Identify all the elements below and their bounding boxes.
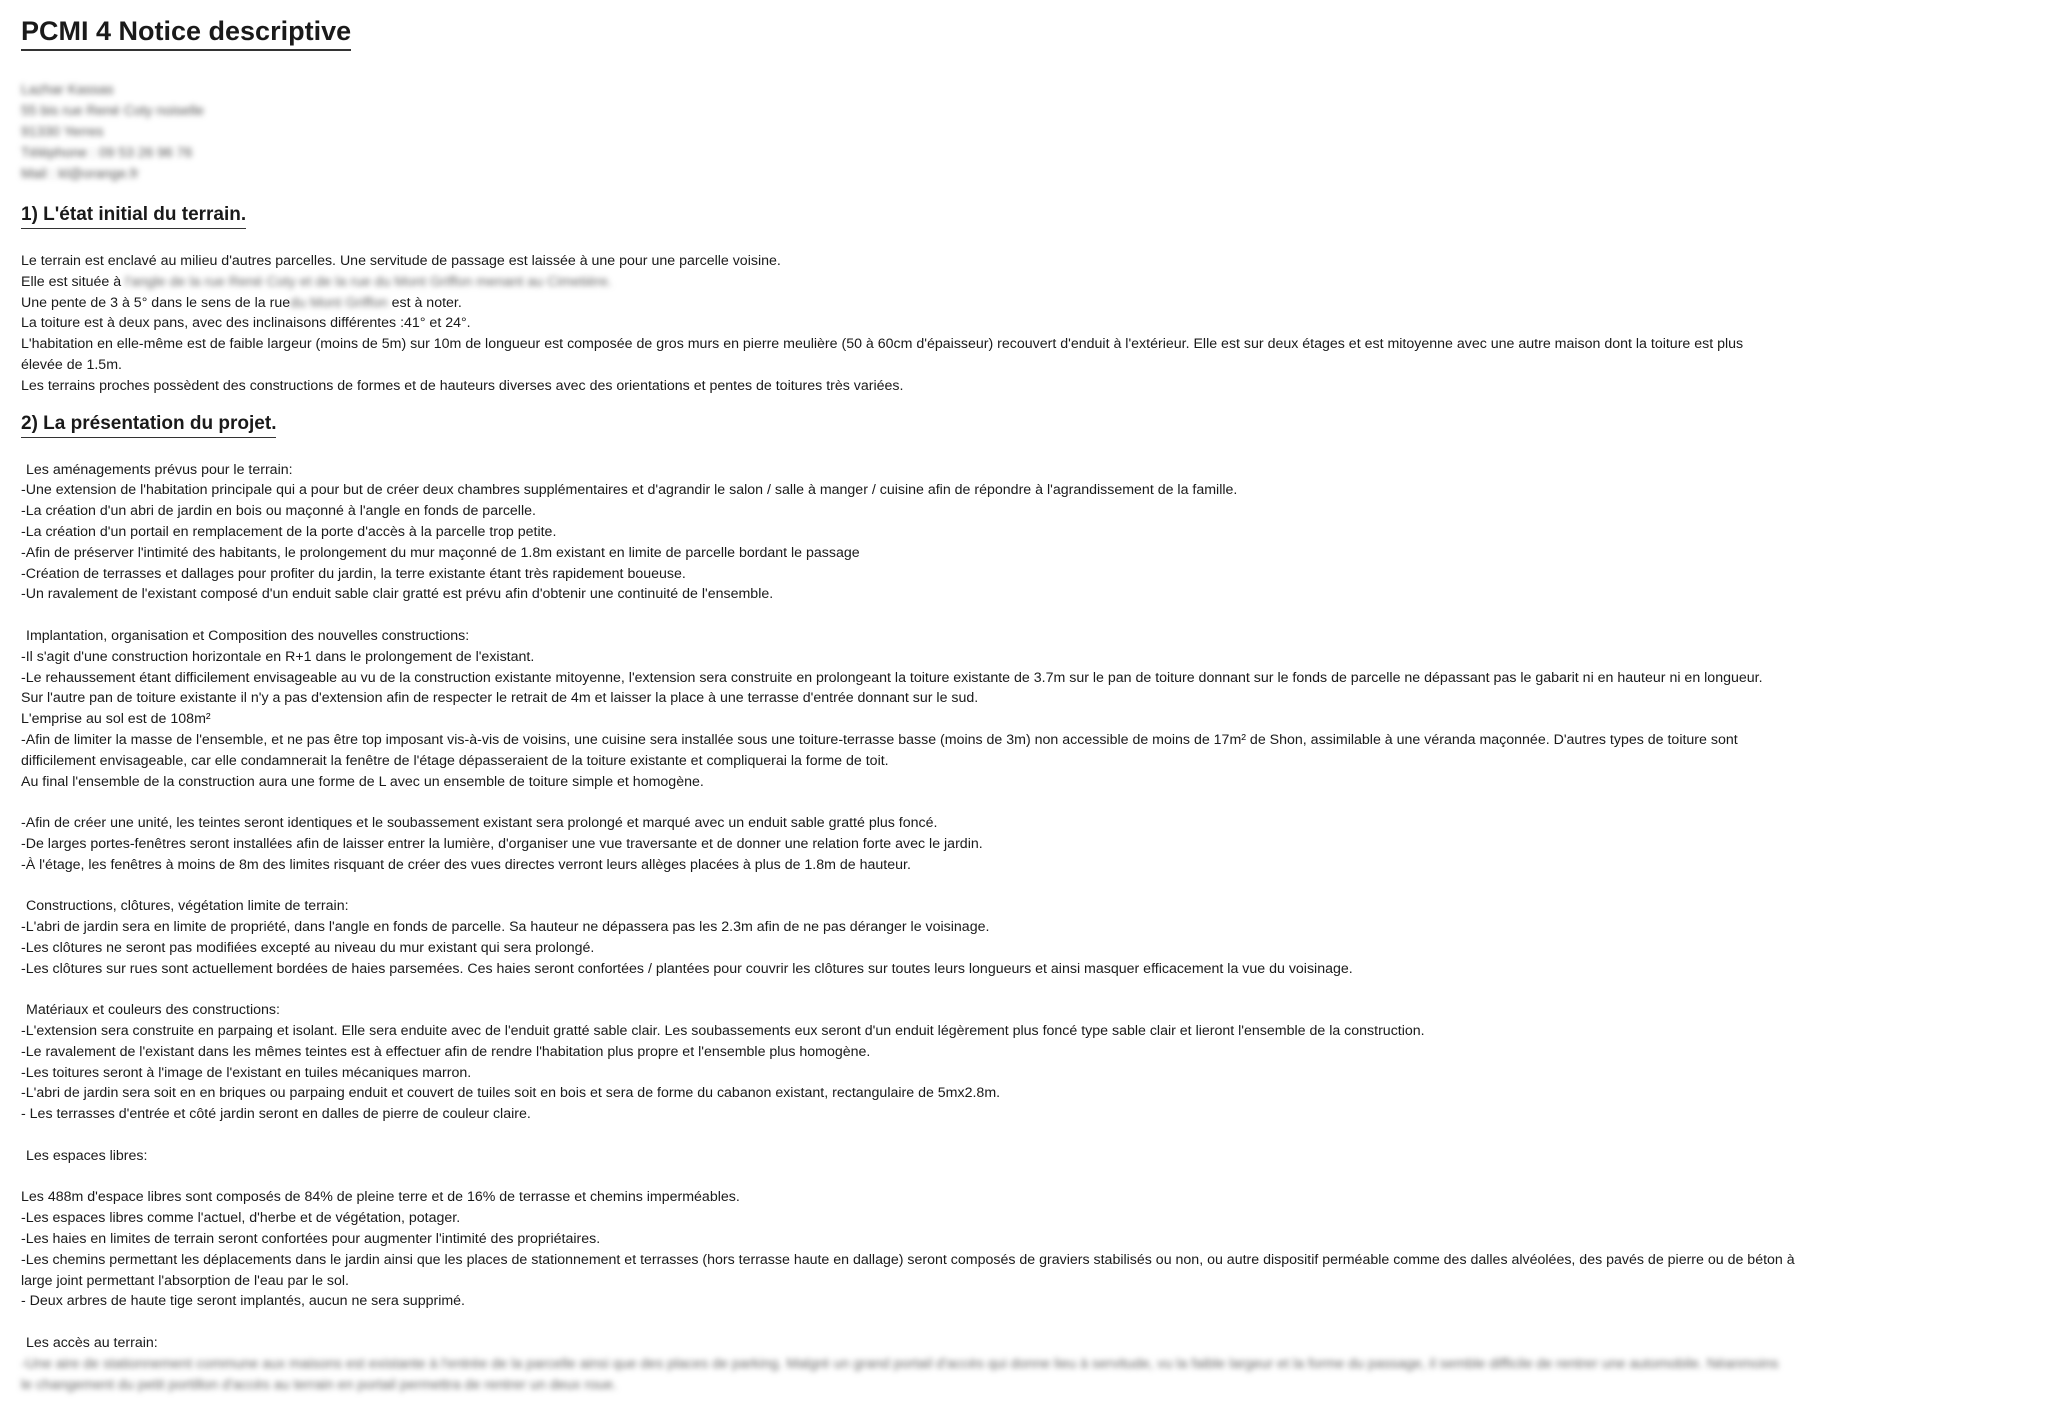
- text-line: -L'abri de jardin sera soit en en briques ou parpaing enduit et couvert de tuiles soit en bois et sera de forme du cabanon existant, rectangulaire de 5mx2.8m.: [21, 1085, 1001, 1102]
- redacted-location: l'angle de la rue René Coty et de la rue du Mont Griffon menant au Cimetière.: [125, 273, 612, 290]
- text-line: -Les espaces libres comme l'actuel, d'herbe et de végétation, potager.: [21, 1210, 461, 1227]
- address-block-redacted: [21, 79, 281, 184]
- text-line: -Création de terrasses et dallages pour profiter du jardin, la terre existante étant très rapidement boueuse.: [21, 565, 686, 582]
- address-city: 91330 Yerres: [21, 123, 104, 139]
- subheading-espaces: Les espaces libres:: [26, 1147, 148, 1164]
- text-line: -Les clôtures sur rues sont actuellement bordées de haies parsemées. Ces haies seront confortées / plantées pour couvrir les clôtures sur toutes leurs longueurs et ainsi masquer efficacement la vue du voisinage.: [21, 960, 1353, 977]
- text-span: Elle est située à: [21, 273, 126, 290]
- text-line: -À l'étage, les fenêtres à moins de 8m des limites risquant de créer des vues directes verront leurs allèges placées à plus de 1.8m de hauteur.: [21, 856, 911, 873]
- text-line: -Afin de créer une unité, les teintes seront identiques et le soubassement existant sera prolongé et marqué avec un enduit sable gratté plus foncé.: [21, 815, 938, 832]
- subheading-materiaux: Matériaux et couleurs des constructions:: [26, 1002, 280, 1019]
- section1-heading: 1) L'état initial du terrain.: [21, 203, 246, 229]
- text-line: - Les terrasses d'entrée et côté jardin seront en dalles de pierre de couleur claire.: [21, 1106, 531, 1123]
- text-line: Les 488m d'espace libres sont composés de 84% de pleine terre et de 16% de terrasse et chemins imperméables.: [21, 1189, 740, 1206]
- section1-body: [21, 251, 2021, 397]
- text-line: -L'abri de jardin sera en limite de propriété, dans l'angle en fonds de parcelle. Sa hauteur ne dépassera pas les 2.3m afin de ne pas déranger le voisinage.: [21, 919, 990, 936]
- text-line: [21, 293, 2021, 314]
- document-page: [21, 14, 2021, 1395]
- text-line: L'emprise au sol est de 108m²: [21, 711, 211, 728]
- text-span: est à noter.: [387, 294, 462, 311]
- address-email: Mail : kl@orange.fr: [21, 165, 139, 181]
- address-street: 55 bis rue René Coty noiselle: [21, 102, 204, 118]
- text-line: -Les clôtures ne seront pas modifiées excepté au niveau du mur existant qui sera prolongé.: [21, 939, 595, 956]
- text-line: -Un ravalement de l'existant composé d'un enduit sable clair gratté est prévu afin d'obtenir une continuité de l'ensemble.: [21, 586, 774, 603]
- text-line: -Afin de limiter la masse de l'ensemble, et ne pas être top imposant vis-à-vis de voisins, une cuisine sera installée sous une toiture-terrasse basse (moins de 3m) non accessible de moins de 17m² de Shon, assimilable à une véranda maçonnée. D'autres types de toiture sont: [21, 731, 1738, 748]
- subheading-implantation: Implantation, organisation et Composition des nouvelles constructions:: [26, 627, 470, 644]
- text-line: large joint permettant l'absorption de l'eau par le sol.: [21, 1272, 349, 1289]
- redacted-street: du Mont Griffon: [290, 294, 388, 311]
- address-phone: Téléphone : 09 53 26 96 76: [21, 144, 193, 160]
- text-line: difficilement envisageable, car elle condamnerait la fenêtre de l'étage dépasseraient de la toiture existante et compliquerai la forme de toit.: [21, 752, 889, 769]
- redacted-text-line: le changement du petit portillon d'accès au terrain en portail permettra de rentrer un deux roue.: [21, 1376, 617, 1393]
- text-line: -Les toitures seront à l'image de l'existant en tuiles mécaniques marron.: [21, 1064, 472, 1081]
- text-line: Sur l'autre pan de toiture existante il n'y a pas d'extension afin de respecter le retrait de 4m et laisser la place à une terrasse d'entrée donnant sur le sud.: [21, 690, 979, 707]
- text-line: [21, 272, 2021, 293]
- subheading-acces: Les accès au terrain:: [26, 1335, 158, 1352]
- document-title: PCMI 4 Notice descriptive: [21, 14, 351, 51]
- text-line: - Deux arbres de haute tige seront implantés, aucun ne sera supprimé.: [21, 1293, 465, 1310]
- address-name: Lazhar Kassas: [21, 81, 114, 97]
- text-line: Au final l'ensemble de la construction aura une forme de L avec un ensemble de toiture simple et homogène.: [21, 773, 704, 790]
- text-line: -Une extension de l'habitation principale qui a pour but de créer deux chambres supplémentaires et d'agrandir le salon / salle à manger / cuisine afin de répondre à l'agrandissement de la famille.: [21, 482, 1238, 499]
- redacted-text-line: -Une aire de stationnement commune aux maisons est existante à l'entrée de la parcelle ainsi que des places de parking. Malgré un grand portail d'accès qui donne lieu à servitude, vu la faible largeur et la forme du passage, il semble difficile de rentrer une automobile. Néanmoins: [21, 1355, 1779, 1372]
- text-line: -Le ravalement de l'existant dans les mêmes teintes est à effectuer afin de rendre l'habitation plus propre et l'ensemble plus homogène.: [21, 1043, 871, 1060]
- subheading-clotures: Constructions, clôtures, végétation limite de terrain:: [26, 898, 349, 915]
- text-line: L'habitation en elle-même est de faible largeur (moins de 5m) sur 10m de longueur est composée de gros murs en pierre meulière (50 à 60cm d'épaisseur) recouvert d'enduit à l'extérieur. Elle est sur deux étages et est mitoyenne avec une autre maison dont la toiture est plus: [21, 336, 1744, 353]
- text-line: -L'extension sera construite en parpaing et isolant. Elle sera enduite avec de l'enduit gratté sable clair. Les soubassements eux seront d'un enduit légèrement plus foncé type sable clair et lieront l'ensemble de la construction.: [21, 1023, 1425, 1040]
- section2-heading: 2) La présentation du projet.: [21, 412, 276, 438]
- subheading-amenagements: Les aménagements prévus pour le terrain:: [26, 461, 293, 478]
- text-line: Le terrain est enclavé au milieu d'autres parcelles. Une servitude de passage est laissée à une pour une parcelle voisine.: [21, 253, 781, 269]
- text-line: -Les chemins permettant les déplacements dans le jardin ainsi que les places de stationnement et terrasses (hors terrasse haute en dallage) seront composés de graviers stabilisés ou non, ou autre dispositif perméable comme des dalles alvéolées, des pavés de pierre ou de béton à: [21, 1251, 1795, 1268]
- text-line: -Le rehaussement étant difficilement envisageable au vu de la construction existante mitoyenne, l'extension sera construite en prolongeant la toiture existante de 3.7m sur le pan de toiture donnant sur le fonds de parcelle ne dépassant pas le gabarit ni en hauteur ni en longueur.: [21, 669, 1763, 686]
- text-line: élevée de 1.5m.: [21, 356, 122, 373]
- text-line: -La création d'un portail en remplacement de la porte d'accès à la parcelle trop petite.: [21, 523, 557, 540]
- text-span: Une pente de 3 à 5° dans le sens de la rue: [21, 294, 291, 311]
- text-line: -Afin de préserver l'intimité des habitants, le prolongement du mur maçonné de 1.8m existant en limite de parcelle bordant le passage: [21, 544, 860, 561]
- text-line: -La création d'un abri de jardin en bois ou maçonné à l'angle en fonds de parcelle.: [21, 503, 536, 520]
- text-line: -Les haies en limites de terrain seront confortées pour augmenter l'intimité des propriétaires.: [21, 1231, 601, 1248]
- text-line: Les terrains proches possèdent des constructions de formes et de hauteurs diverses avec des orientations et pentes de toitures très variées.: [21, 377, 904, 394]
- text-line: -Il s'agit d'une construction horizontale en R+1 dans le prolongement de l'existant.: [21, 648, 535, 665]
- section2-body: [21, 460, 2021, 1396]
- text-line: La toiture est à deux pans, avec des inclinaisons différentes :41° et 24°.: [21, 315, 471, 332]
- text-line: -De larges portes-fenêtres seront installées afin de laisser entrer la lumière, d'organiser une vue traversante et de donner une relation forte avec le jardin.: [21, 835, 983, 852]
